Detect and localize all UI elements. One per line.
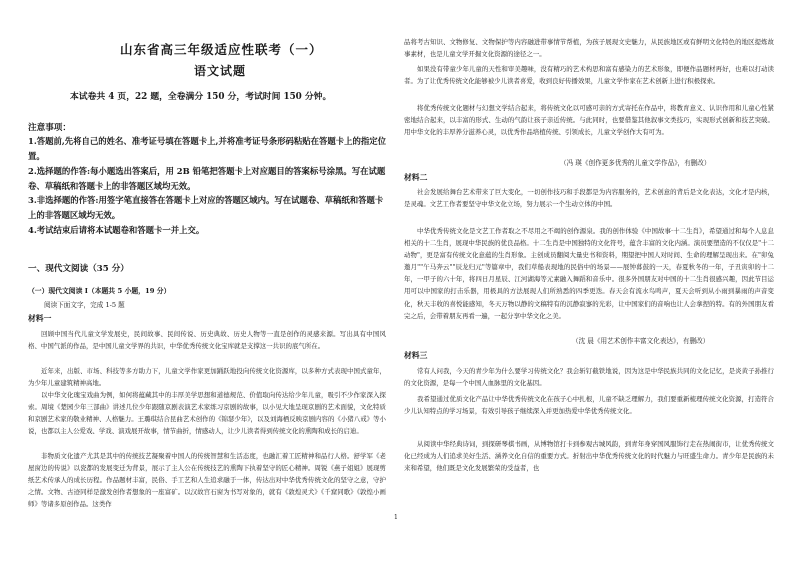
exam-subject: 语文试题 bbox=[193, 64, 246, 78]
note-item-2: 2.选择题的作答:每小题选出答案后，用 2B 铅笔把答题卡上对应题目的答案标号涂黑。写在试题卷、草稿纸和答题卡上的非答题区域均无效。 bbox=[28, 166, 386, 191]
material-1-label: 材料一 bbox=[28, 314, 52, 323]
source-citation-2: （沈 晨《用艺术创作丰富文化表达》，有删改） bbox=[572, 337, 710, 345]
page-title: 山东省高三年级适应性联考（一） bbox=[120, 42, 323, 57]
paragraph: 从阅读中华经典诗词，到探研琴棋书画，从博物馆打卡到参观古城风韵，到青年身穿国风服饰行走在热闹街市，让优秀传统文化已经成为人们追求美好生活、涵养文化自信的重要方式。折射出中华优秀传统文化的时代魅力与旺盛生命力。青少年是民族的未来和希望，他们既是文化发展繁荣的受益者，也 bbox=[404, 440, 774, 473]
exam-info: 本试卷共 4 页，22 题，全卷满分 150 分，考试时间 150 分钟。 bbox=[70, 92, 332, 102]
page-number: 1 bbox=[394, 514, 398, 521]
material-2-label: 材料二 bbox=[404, 173, 428, 182]
note-item-3: 3.非选择题的作答:用签字笔直接答在答题卡上对应的答题区域内。写在试题卷、草稿纸和答题卡上的非答题区域均无效。 bbox=[28, 195, 384, 220]
paragraph: 以中华文化瑰宝戏曲为例，如何将蕴藏其中的丰厚美学思想和道德规范、价值取向传达给少年儿童，吸引不少作家深入探索。周境《楚园少年三部曲》讲述几位少年跟随京剧表演艺术家练习京剧的故事，以小见大地呈现京剧的艺术面貌，文化特质和京剧艺术家的敬业精神、人格魅力。王璐琪结合昆曲艺术创作的《锦瑟少年》，以及刘海栖反映京剧内容的《小猪八戒》等小说，也都以主人公爱戏、学戏、演戏展开故事，情节曲折，情感动人，让少儿读者得到传统文化的熏陶和成长的启迪。 bbox=[28, 391, 386, 436]
notes-heading: 注意事项： bbox=[28, 123, 71, 133]
source-citation-1: （冯 瑛《创作更多优秀的儿童文学作品》，有删改） bbox=[560, 159, 711, 167]
paragraph: 社会发展给舞台艺术带来了巨大变化，一切创作技巧和手段都是为内容服务的，艺术创意的背后是文化表达，文化才是内核，是灵魂。文艺工作者要坚守中华文化立场，努力展示一个生动立体的中国。 bbox=[404, 188, 774, 209]
material-3-label: 材料三 bbox=[404, 351, 428, 360]
paragraph: 将优秀传统文化题材与幻想文学结合起来，将传统文化以可感可亲的方式寄托在作品中，将教育意义、认识作用和儿童心性紧密地结合起来，以丰富的形式、生动的气韵让孩子亲近传统。与此同时，也要借鉴其他叙事文类技巧，实现形式创新和技艺突破。用中华文化的丰厚养分滋养心灵，以优秀作品培植传统、引领成长，儿童文学创作大有可为。 bbox=[404, 104, 774, 137]
paragraph: 近年来，出版、市场、科技等多方助力下，儿童文学作家更加踊跃地投向传统文化资源库，以多种方式表现中国式童年，为少年儿童建筑精神高地。 bbox=[28, 367, 386, 388]
subsection-heading: （一）现代文阅读 I（本题共 5 小题，19 分） bbox=[28, 287, 171, 295]
paragraph: 中华优秀传统文化是文艺工作者取之不尽用之不竭的创作源泉。我的创作体验《中国故事·十二生肖》，希望通过和每个人息息相关的十二生肖，展现中华民族的优良品格。十二生肖是中国独特的文化符号，蕴含丰富的文化内涵。演员要塑造的不仅仅是"十二动物"，更是富有传统文化意蕴的生肖形象。主创成员翻阅大量史书和资料，期望把中国人对时间、生命的理解呈现出来。在"卯兔邀月""午马奔云""辰龙归元"等篇章中，我们草船表现地的民俗中的场景——展钟暮鼓的一天，春夏秋冬的一年，子丑寅卯的十二年，一甲子的六十年，将四日月星辰、江河湖海等元素融入舞蹈和音乐中。很多外国朋友对中国的十二生肖很感兴趣，因此节目运用可以中国家的打击乐器，用极具的方法展现人们所熟悉的四季更迭。春天会有流水鸟鸣声，夏天会听到从小雨到暴雨的声音变化，秋天丰收的喜悦能感知，冬天万物以静的文稿特有的沉静寂寥的光彩，让中国家们的音响也让人会拿捏的特。有的外国朋友看完之后，会带着朋友再看一遍，一起分享中华文化之美。 bbox=[404, 227, 774, 320]
paragraph: 我希望通过优质文化产品让中华优秀传统文化在孩子心中扎根，儿童不缺乏理解力，我们要重新梳理传统文化资源，打造符合少儿认知特点的学习场景，有效引导孩子继续深入并更加热爱中华优秀传统文化。 bbox=[404, 395, 774, 416]
note-item-1: 1.答题前,先将自己的姓名、准考证号填在答题卡上,并将准考证号条形码粘贴在答题卡上的指定位置。 bbox=[28, 136, 386, 161]
paragraph: 回顾中国当代儿童文学发展史，民间故事、民间传说、历史典故、历史人物等一直是创作的灵感来源。写出具有中国风格、中国气派的作品，是中国儿童文学界的共识，中华优秀传统文化宝库就是支撑这一共识的底气所在。 bbox=[28, 330, 386, 351]
section-heading: 一、现代文阅读（35 分） bbox=[28, 264, 129, 274]
reading-instruction: 阅读下面文字，完成 1-5 题 bbox=[44, 301, 125, 309]
paragraph: 常有人问我，今天的青少年为什么要学习传统文化？我会斩钉截铁地说，因为这是中华民族共同的文化记忆，是炎黄子孙推行的文化资源，是每一个中国人血脉里的文化基因。 bbox=[404, 367, 774, 388]
paragraph: 如果没有带童少年儿童的天性和审美趣味，没有精巧的艺术构思和富有感染力的艺术形象，即便作品题材再好，也难以打动读者。为了让优秀传统文化能够被少儿读者喜爱，收到良好传播效果，儿童文学作家在艺术创新上进行积极探索。 bbox=[404, 65, 774, 86]
paragraph: 品将考古知识、文物修复、文物保护等内容融进带事情节帮植，为孩子展现文史魅力，从民族地区或有鲜明文化特色的地区提炼故事素材，也是儿童文学开掘文化资源的途径之一。 bbox=[404, 38, 774, 59]
paragraph: 非物质文化遗产尤其是其中的传统技艺凝聚着中国人的传统智慧和生活态度，也融汇着工匠精神和品行人格。舒学军《老屋窗边的传说》以瓷都的发展变迁为背景，展示了主人公在传统技艺的熏陶下执着坚守的匠心精神。周锐《燕子姐姐》展现剪纸艺术传承人的成长历程。作品题材丰富，民俗、手工艺和人生追求融于一体，传达出对中华优秀传统文化的坚守之意，守护之情。文物、古迹同样是激发创作者想象的一座富矿。以汉故宫石窗为书写对象的，就有《敦煌灵犬》《千窟同歌》《敦煌小画师》等诸多原创作品。这类作 bbox=[28, 452, 386, 509]
note-item-4: 4.考试结束后请将本试题卷和答题卡一并上交。 bbox=[28, 225, 205, 235]
